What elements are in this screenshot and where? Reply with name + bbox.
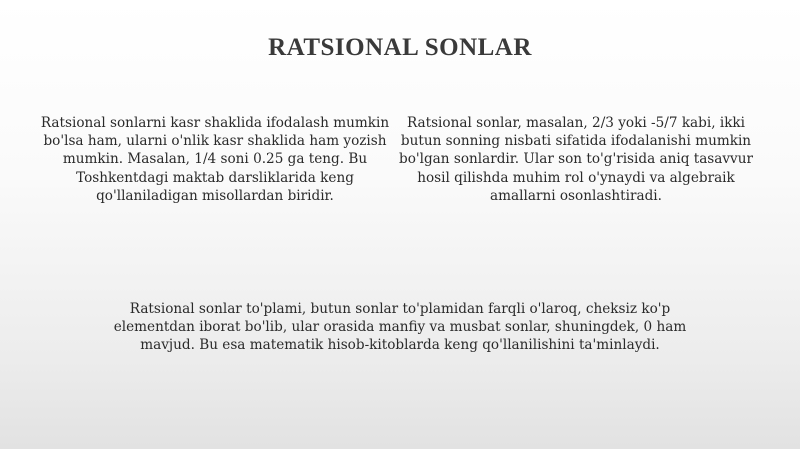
paragraph-left: Ratsional sonlarni kasr shaklida ifodalash mumkin bo'lsa ham, ularni o'nlik kasr shaklida ham yozish mumkin. Masalan, 1/4 soni 0.25 ga teng. Bu Toshkentdagi maktab darsliklarida keng qo'llaniladigan misollardan biridir. <box>40 115 390 204</box>
paragraph-bottom: Ratsional sonlar to'plami, butun sonlar to'plamidan farqli o'laroq, cheksiz ko'p elementdan iborat bo'lib, ular orasida manfiy va musbat sonlar, shuningdek, 0 ham mavjud. Bu esa matematik hisob-kitoblarda keng qo'llanilishini ta'minlaydi. <box>113 301 687 354</box>
slide-title: RATSIONAL SONLAR <box>268 34 532 61</box>
paragraph-right: Ratsional sonlar, masalan, 2/3 yoki -5/7 kabi, ikki butun sonning nisbati sifatida ifodalanishi mumkin bo'lgan sonlardir. Ular son to'g'risida aniq tasavvur hosil qilishda muhim rol o'ynaydi va algebraik amallarni osonlashtiradi. <box>399 115 753 204</box>
